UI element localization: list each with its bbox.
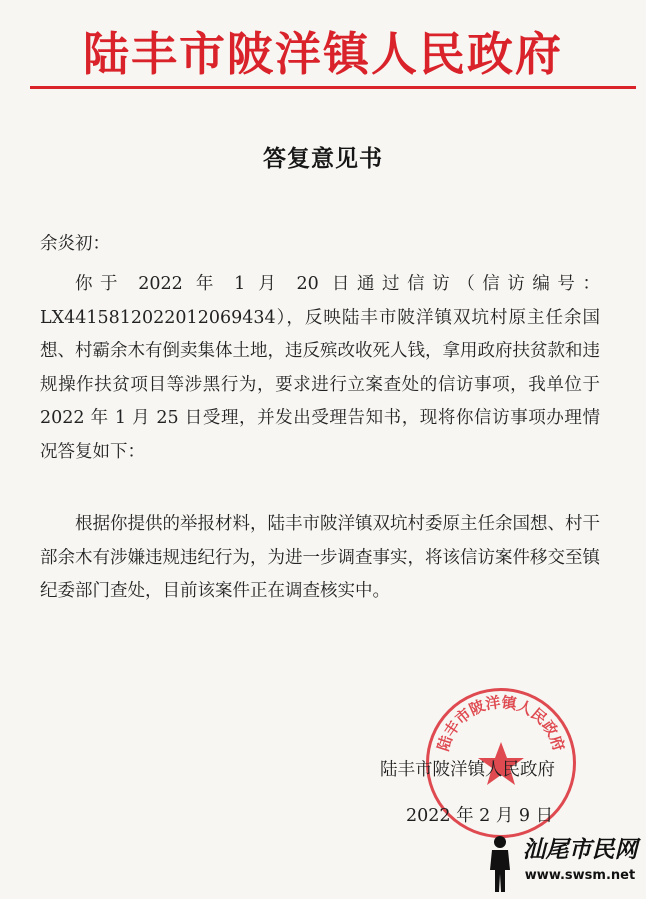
body-paragraph-1: 你于 2022 年 1 月 20 日通过信访（信访编号：LX44158120220120694​34），反映陆丰市陂洋镇双坑村原主任余国想、村霸余木有倒卖集体土地，违反殡改收死人钱，拿用政府扶贫款和违规操作扶贫项目等涉黑行为，要求进行立案查处的信访事项，我单位于 2022 年 1 月 25 日受理，并发出受理告知书，现将你信访事项办理情况答复如下：: [40, 274, 600, 462]
watermark-url: www.swsm.net: [524, 868, 636, 883]
person-silhouette-icon: [484, 834, 516, 894]
seal-text: 陆丰市陂洋镇人民政府: [434, 693, 568, 754]
site-watermark: [484, 834, 644, 894]
signature-block: [380, 755, 620, 831]
letterhead-title: 陆丰市陂洋镇人民政府: [83, 27, 563, 81]
signature-org: 陆丰市陂洋镇人民政府: [380, 760, 555, 780]
signature-date: 2022 年 2 月 9 日: [406, 806, 554, 826]
salutation: 余炎初：: [40, 234, 110, 254]
watermark-brand: 汕尾市民网: [522, 836, 638, 863]
document-title: 答复意见书: [263, 145, 383, 172]
letterhead-red-rule: [30, 86, 636, 89]
body-paragraph-2: 根据你提供的举报材料，陆丰市陂洋镇双坑村委原主任余国想、村干部余木有涉嫌违规违纪行为，为进一步调查事实，将该信访案件移交至镇纪委部门查处，目前该案件正在调查核实中。: [40, 514, 600, 601]
